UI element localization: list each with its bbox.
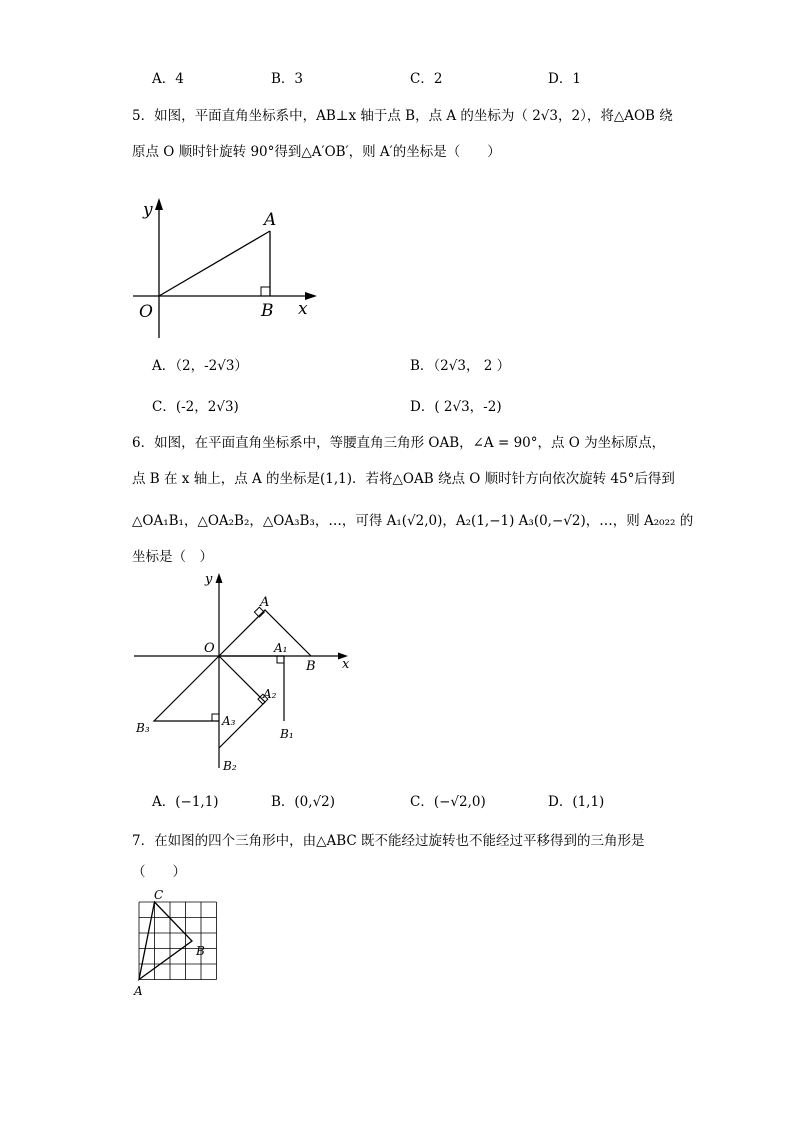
q6-fig-label-x: x [342, 657, 350, 672]
q7-fig-label-b: B [196, 944, 205, 958]
q6-option-d: D．(1,1) [548, 794, 605, 810]
q6-stem-line3: △OA₁B₁，△OA₂B₂，△OA₃B₃，…，可得 A₁(√2,0)，A₂(1,−1) A₃(0,−√2)，…，则 A₂₀₂₂ 的 [132, 513, 694, 529]
q6-fig-label-b1: B₁ [280, 727, 294, 741]
q5-fig-label-x: x [298, 299, 308, 319]
q5-stem-line1: 5．如图，平面直角坐标系中，AB⊥x 轴于点 B，点 A 的坐标为（ 2√3，2），将△AOB 绕 [132, 108, 673, 124]
q6-fig-label-b2: B₂ [223, 759, 237, 773]
q6-fig-label-b: B [306, 659, 316, 674]
q7-fig-label-c: C [154, 888, 164, 902]
q6-option-c: C．(−√2,0) [410, 794, 486, 810]
q7-fig-label-a: A [134, 984, 143, 998]
q5-fig-label-a: A [264, 210, 277, 230]
q5-option-a: A．（2，-2√3） [152, 358, 248, 374]
q6-fig-label-y: y [205, 572, 213, 587]
q6-stem-line4: 坐标是（ ） [132, 549, 213, 565]
q4-option-d: D．1 [548, 71, 581, 87]
q4-option-c: C．2 [410, 71, 443, 87]
q6-fig-label-a: A [260, 595, 270, 610]
q5-option-c: C．(-2，2√3) [152, 399, 239, 415]
q6-fig-label-b3: B₃ [136, 721, 150, 735]
q6-fig-label-a2: A₂ [263, 687, 277, 701]
q6-figure [130, 568, 360, 778]
q5-stem-line2: 原点 O 顺时针旋转 90°得到△A′OB′，则 A′的坐标是（ ） [132, 144, 501, 160]
q5-fig-label-b: B [261, 301, 274, 321]
q4-option-b: B．3 [271, 71, 304, 87]
q7-grid-figure [130, 885, 225, 1000]
q5-option-b: B．（2√3， 2 ） [410, 358, 511, 374]
q5-fig-label-y: y [143, 200, 153, 220]
q6-fig-label-o: O [204, 641, 215, 656]
q6-fig-label-a3: A₃ [222, 714, 236, 728]
q5-fig-label-o: O [139, 302, 153, 322]
q4-option-a: A．4 [152, 71, 184, 87]
q5-figure [125, 190, 325, 350]
q6-option-b: B．(0,√2) [271, 794, 336, 810]
q7-stem-line2: （ ） [132, 864, 186, 880]
q6-stem-line1: 6．如图，在平面直角坐标系中，等腰直角三角形 OAB，∠A = 90°，点 O 为坐标原点， [132, 435, 666, 451]
q6-stem-line2: 点 B 在 x 轴上，点 A 的坐标是(1,1)．若将△OAB 绕点 O 顺时针方向依次旋转 45°后得到 [132, 471, 675, 487]
q6-option-a: A．(−1,1) [152, 794, 219, 810]
q7-stem-line1: 7．在如图的四个三角形中，由△ABC 既不能经过旋转也不能经过平移得到的三角形是 [132, 833, 645, 849]
q6-fig-label-a1: A₁ [274, 641, 288, 655]
q5-option-d: D．( 2√3，-2) [410, 399, 502, 415]
